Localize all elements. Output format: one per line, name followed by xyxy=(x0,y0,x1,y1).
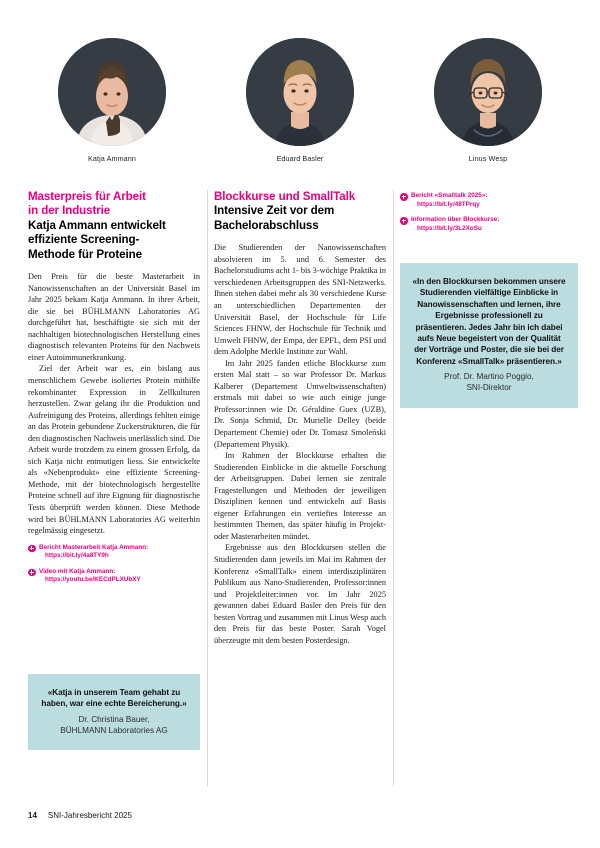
footer-publication-title: SNI-Jahresbericht 2025 xyxy=(47,811,132,820)
portrait-caption: Katja Ammann xyxy=(88,154,136,163)
link-title: Information über Blockkurse: xyxy=(411,216,500,224)
link-item[interactable] xyxy=(400,192,578,209)
portrait-card-katja-ammann xyxy=(28,38,196,178)
article-headline-middle xyxy=(214,204,386,233)
quote-attribution-line-1: Dr. Christina Bauer, xyxy=(78,714,150,724)
quote-attribution-line-1: Prof. Dr. Martino Poggio, xyxy=(444,372,534,382)
portrait-photo-katja-ammann xyxy=(58,38,166,146)
quote-attribution-line-2: SNI-Direktor xyxy=(466,383,512,393)
link-item[interactable] xyxy=(28,544,200,561)
article-headline-left xyxy=(28,219,200,262)
article-kicker-left xyxy=(28,190,200,219)
paragraph: Die Studierenden der Nanowissenschaften absolvieren im 5. und 6. Semester des Bachelorstudiums acht 1- bis 3-wöchige Praktika in verschiedenen Arbeitsgruppen des SNI-Netzwerks. Ihnen stehen dabei mehr als 30 verschiedene Kurse an unterschiedlichen Departementen der Universität Basel, der Hochschule für Life Sciences FHNW, der Hochschule für Technik und Umwelt FHNW, der Empa, der EPFL, dem PSI und dem Adolphe Merkle Institute zur Wahl. xyxy=(214,243,386,357)
column-middle xyxy=(214,190,386,786)
portrait-card-linus-wesp xyxy=(404,38,572,178)
column-left xyxy=(28,190,200,786)
kicker-line-1: Masterpreis für Arbeit xyxy=(28,190,146,203)
link-item[interactable] xyxy=(400,216,578,233)
pull-quote-right xyxy=(400,263,578,408)
plus-circle-icon xyxy=(400,217,408,225)
article-columns xyxy=(28,190,578,786)
column-right xyxy=(400,190,578,786)
portrait-gallery xyxy=(28,38,572,178)
portrait-photo-eduard-basler xyxy=(246,38,354,146)
link-url[interactable]: https://bit.ly/3L2XoSu xyxy=(417,224,482,232)
plus-circle-icon xyxy=(400,193,408,201)
headline-line-2: effiziente Screening- xyxy=(28,233,140,247)
footer-page-number: 14 xyxy=(28,811,37,820)
portrait-caption: Eduard Basler xyxy=(276,154,324,163)
page-footer xyxy=(28,811,132,820)
link-title: Bericht Masterarbeit Katja Ammann: xyxy=(39,543,149,551)
column-divider-1 xyxy=(207,190,208,786)
quote-attribution-line-2: BÜHLMANN Laboratories AG xyxy=(60,726,168,736)
portrait-card-eduard-basler xyxy=(216,38,384,178)
quote-text: «In den Blockkursen bekommen unsere Studierenden vielfältige Einblicke in Nanowissenschaften und lernen, ihre Ergebnisse professionell zu präsentieren. Jedes Jahr bin ich dabei aufs Neue begeistert von der Qualität der Vorträge und Poster, die sie bei der Konferenz «SmallTalk» präsentieren.» xyxy=(412,277,566,366)
plus-circle-icon xyxy=(28,569,36,577)
pull-quote-left xyxy=(28,674,200,750)
link-list-left xyxy=(28,544,200,585)
paragraph: Den Preis für die beste Masterarbeit in Nanowissenschaften an der Universität Basel im Jahr 2025 bekam Katja Ammann. In ihrer Arbeit, die sie bei BÜHLMANN Laboratories AG durchgeführt hat, beschäftigte sie sich mit der nachhaltigen biotechnologischen Herstellung eines diagnostisch relevanten Proteins für den Nachweis einer Autoimmunerkrankung. xyxy=(28,272,200,362)
link-title: Bericht «Smalltalk 2025»: xyxy=(411,192,488,199)
paragraph: Ziel der Arbeit war es, ein bislang aus menschlichem Gewebe isoliertes Protein mithilfe rekombinanter Expression in Zellkulturen herzustellen. Zwar gelang ihr die Produktion und Aufreinigung des Proteins, allerdings fehlten einige an das Protein gebundene Zuckerstrukturen, die für den diagnostischen Nachweis unerlässlich sind. Die Arbeit wurde trotzdem zu einem grossen Erfolg, da sich Katja nicht entmutigen liess. Sie entwickelte als «Nebenprodukt» eine effiziente Screening-Methode, mit der biotechnologisch hergestellte Proteine schnell auf ihre Eignung für diagnostische Tests überprüft werden können. Diese Methode wird bei BÜHLMANN Laboratories AG weiterhin regelmässig eingesetzt. xyxy=(28,364,200,536)
headline-line-1: Katja Ammann entwickelt xyxy=(28,218,166,232)
link-url[interactable]: https://youtu.be/KECdPLXUbXY xyxy=(45,576,141,584)
portrait-caption: Linus Wesp xyxy=(468,154,508,163)
quote-attribution xyxy=(40,714,188,736)
article-kicker-middle: Blockkurse und SmallTalk xyxy=(214,190,356,203)
link-url[interactable]: https://bit.ly/48TPrqy xyxy=(417,200,480,208)
paragraph: Ergebnisse aus den Blockkursen stellen die Studierenden dann jeweils im Mai im Rahmen der Konferenz «SmallTalk» einem interdisziplinären Publikum aus Nano-Studierenden, Professor:innen und Projektleiter:innen vor. Im Jahr 2025 gewannen dabei Eduard Basler den Preis für den besten Vortrag und zusammen mit Linus Wesp auch den Preis für das beste Poster. Sarah Vogel überzeugte mit dem besten Posterdesign. xyxy=(214,543,386,645)
paragraph: Im Jahr 2025 fanden etliche Blockkurse zum ersten Mal statt – so war Professor Dr. Markus Kalberer (Departement Umweltwissenschaften) erstmals mit dabei so wie auch einige junge Professor:innen wie Dr. Géraldine Guex (UZB), Dr. Sonja Schmid, Dr. Murielle Delley (beide Departement Chemie) oder Dr. Tomasz Smoleński (Departement Physik). xyxy=(214,358,386,449)
headline-line-3: Methode für Proteine xyxy=(28,247,142,261)
headline-line-2: Bachelorabschluss xyxy=(214,218,319,232)
link-list-right xyxy=(400,192,578,233)
headline-line-1: Intensive Zeit vor dem xyxy=(214,204,335,218)
paragraph: Im Rahmen der Blockkurse erhalten die Studierenden Einblicke in die aktuelle Forschung der Arbeitsgruppen. Dabei lernen sie zentrale Fragestellungen und Methoden der jeweiligen Disziplinen kennen und entwickeln auf Basis eigener Erfahrungen ein vertieftes Interesse an bestimmten Themen, das später häufig in Projekt- oder Masterarbeiten mündet. xyxy=(214,451,386,541)
quote-text: «Katja in unserem Team gehabt zu haben, war eine echte Bereicherung.» xyxy=(41,688,187,709)
link-url[interactable]: https://bit.ly/4a8TY9h xyxy=(45,552,109,560)
link-title: Video mit Katja Ammann: xyxy=(39,567,116,575)
kicker-line-2: in der Industrie xyxy=(28,204,111,218)
column-divider-2 xyxy=(393,190,394,786)
quote-attribution xyxy=(412,371,566,393)
link-item[interactable] xyxy=(28,568,200,585)
plus-circle-icon xyxy=(28,545,36,553)
portrait-photo-linus-wesp xyxy=(434,38,542,146)
